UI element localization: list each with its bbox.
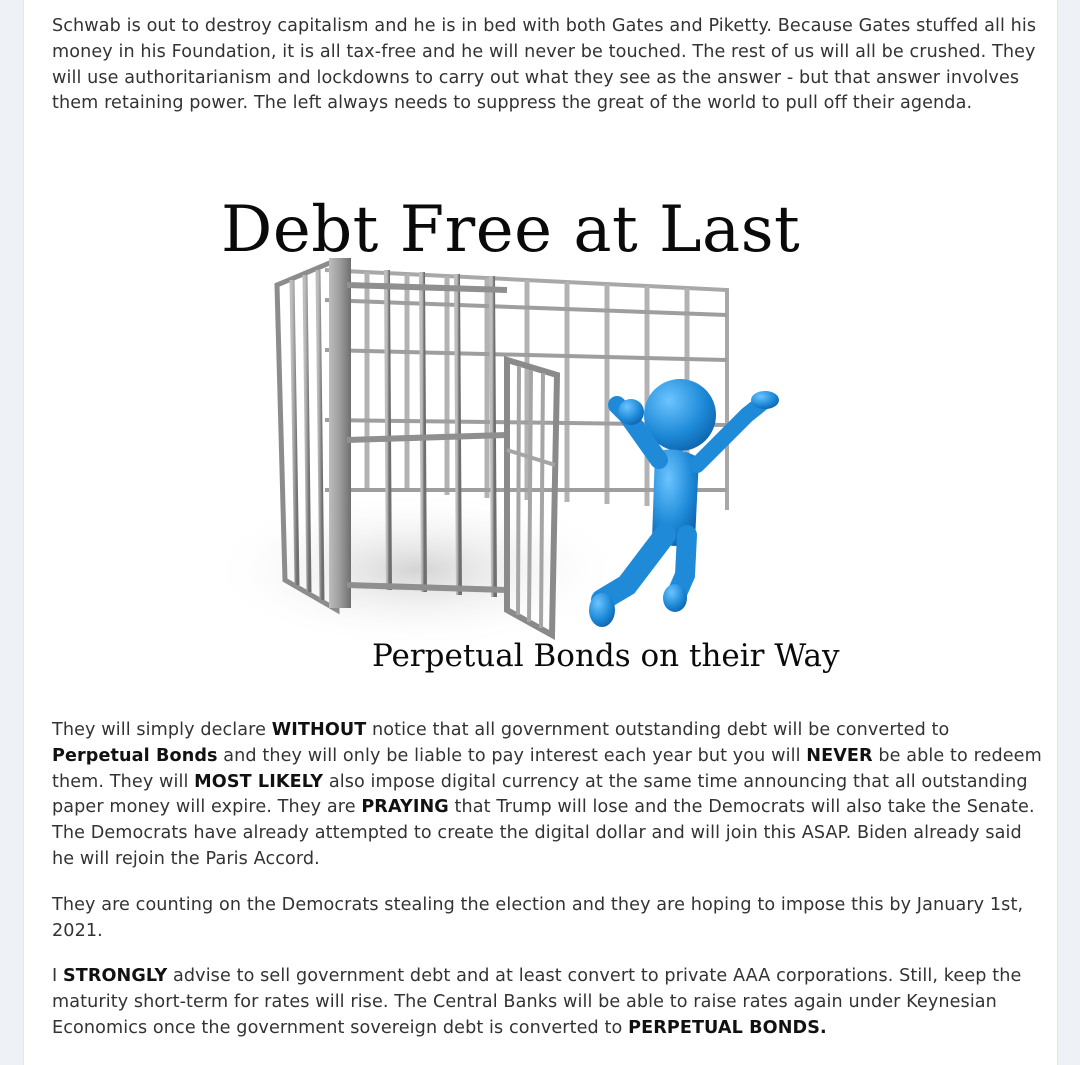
emphasis-text: WITHOUT xyxy=(271,720,367,740)
emphasis-text: MOST LIKELY xyxy=(194,771,324,792)
image-title: Debt Free at Last xyxy=(221,193,801,267)
body-text: also impose digital currency at the same time announcing that all outstanding paper money will expire. They are xyxy=(52,771,1028,818)
article-paragraph xyxy=(52,718,1042,873)
emphasis-text: PERPETUAL BONDS. xyxy=(628,1017,827,1038)
article-page xyxy=(23,0,1058,1065)
emphasis-text: STRONGLY xyxy=(62,966,168,986)
body-text: advise to sell government debt and at least convert to private AAA corporations. Still, keep the maturity short-term for rates will rise. The Central Banks will be able to raise rates again under Keynesian Economics once the government sovereign debt is converted to xyxy=(52,966,1022,1038)
body-text: I xyxy=(52,966,63,986)
body-text: They are counting on the Democrats stealing the election and they are hoping to impose this by January 1st, 2021. xyxy=(52,895,1024,941)
article-image xyxy=(207,190,877,690)
body-text: They will simply declare xyxy=(52,720,272,740)
emphasis-text: Perpetual Bonds xyxy=(52,745,218,766)
body-text: and they will only be liable to pay interest each year but you will xyxy=(217,745,807,766)
article-paragraph xyxy=(52,964,1042,1041)
body-text: be able to redeem them. They will xyxy=(52,745,1042,792)
image-caption: Perpetual Bonds on their Way xyxy=(372,638,840,674)
emphasis-text: PRAYING xyxy=(361,797,449,818)
body-text: Schwab is out to destroy capitalism and he is in bed with both Gates and Piketty. Because Gates stuffed all his money in his Foundation, it is all tax-free and he will never be touched. The rest of us will all be crushed. They will use authoritarianism and lockdowns to carry out what they see as the answer - but that answer involves them retaining power. The left always needs to suppress the great of the world to pull off their agenda. xyxy=(52,16,1037,114)
article-paragraph xyxy=(52,893,1042,945)
blue-figure-icon xyxy=(589,379,779,627)
emphasis-text: NEVER xyxy=(806,745,873,766)
body-text: that Trump will lose and the Democrats will also take the Senate. The Democrats have already attempted to create the digital dollar and will join this ASAP. Biden already said he will rejoin the Paris Accord. xyxy=(52,797,1035,869)
article-paragraph xyxy=(52,14,1042,117)
body-text: notice that all government outstanding debt will be converted to xyxy=(366,720,950,740)
